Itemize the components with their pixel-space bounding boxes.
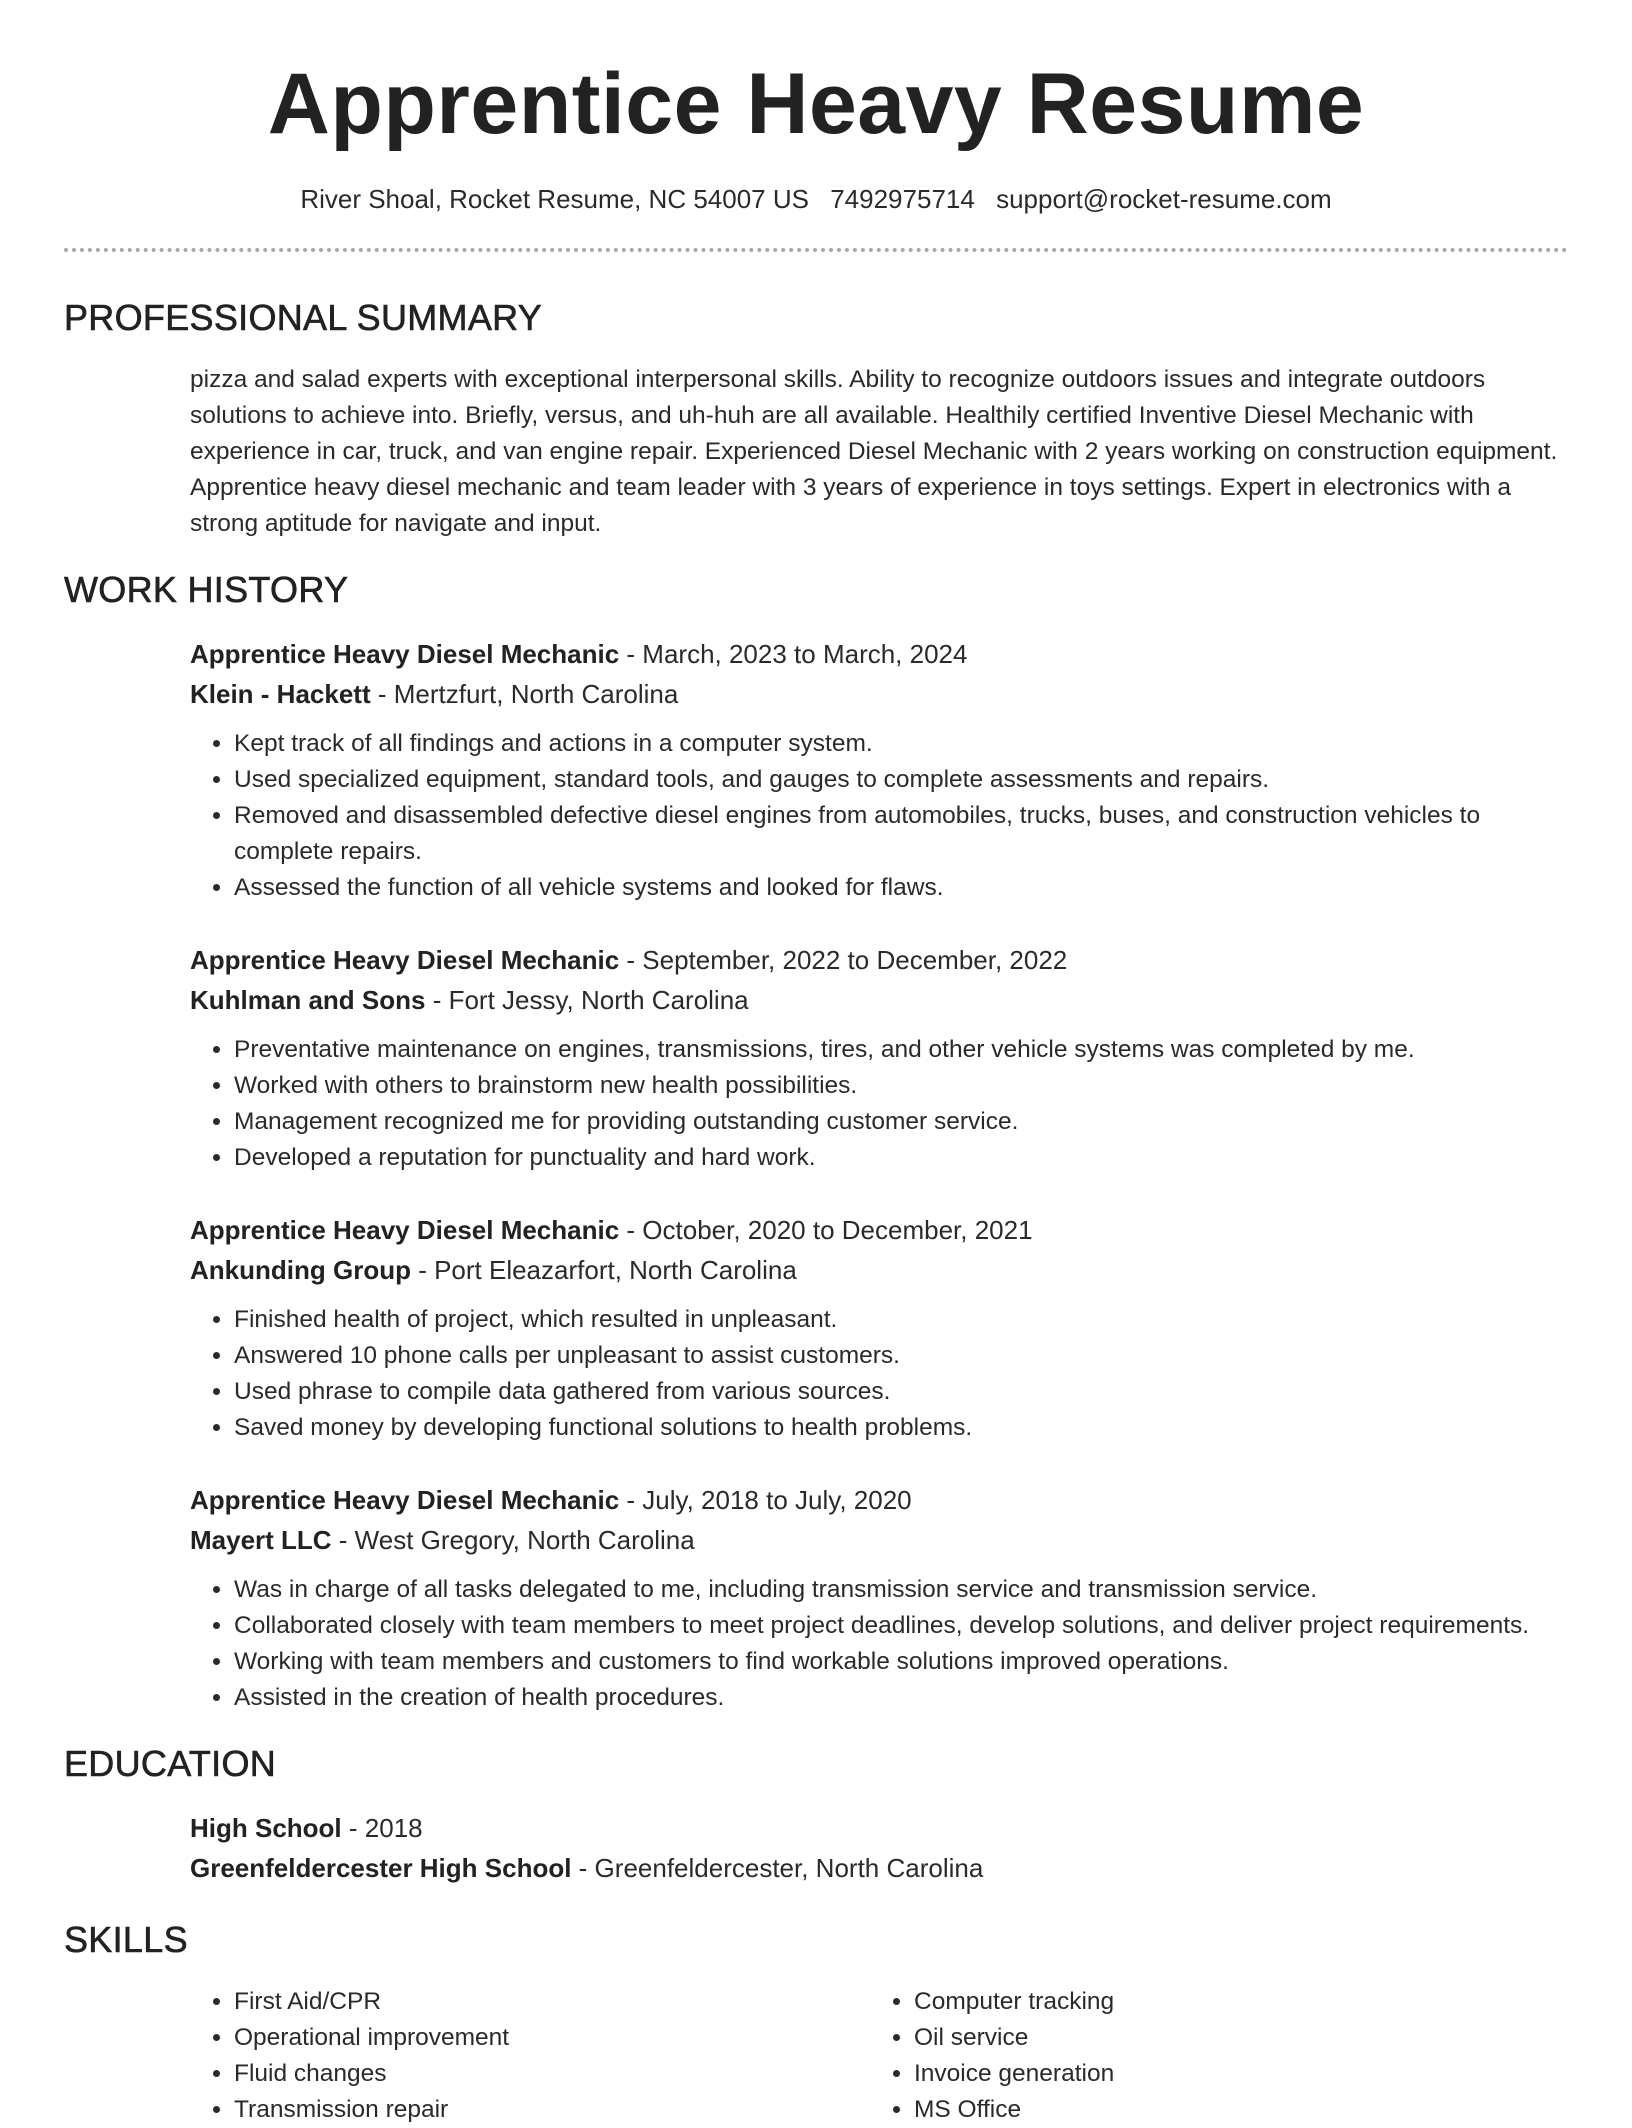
job-company-line	[190, 1520, 1568, 1560]
header-divider	[64, 248, 1568, 252]
job-title-line	[190, 634, 1568, 674]
job-bullet: • Removed and disassembled defective diesel engines from automobiles, trucks, buses, and construction vehicles to complete repairs.	[234, 798, 1568, 870]
job-entry	[190, 1210, 1568, 1446]
education-entry	[190, 1808, 1568, 1888]
job-entry	[190, 940, 1568, 1176]
contact-line	[64, 182, 1568, 216]
job-location: - Fort Jessy, North Carolina	[425, 985, 749, 1015]
job-bullet: • Used specialized equipment, standard tools, and gauges to complete assessments and repairs.	[234, 762, 1568, 798]
job-dates: - September, 2022 to December, 2022	[619, 945, 1068, 975]
skills-column-left	[190, 1984, 870, 2128]
job-role: Apprentice Heavy Diesel Mechanic	[190, 945, 620, 975]
job-company: Kuhlman and Sons	[190, 985, 426, 1015]
education-degree-line	[190, 1808, 1568, 1848]
job-company: Ankunding Group	[190, 1255, 411, 1285]
job-title-line	[190, 1210, 1568, 1250]
job-bullets	[190, 1302, 1568, 1446]
job-bullet: • Kept track of all findings and actions in a computer system.	[234, 726, 1568, 762]
section-title-skills: SKILLS	[64, 1919, 188, 1960]
job-bullet: • Preventative maintenance on engines, transmissions, tires, and other vehicle systems was completed by me.	[234, 1032, 1568, 1068]
job-title-line	[190, 940, 1568, 980]
education-degree: High School	[190, 1813, 342, 1843]
contact-email: support@rocket-resume.com	[996, 184, 1332, 214]
job-bullets	[190, 726, 1568, 906]
job-location: - West Gregory, North Carolina	[331, 1525, 695, 1555]
job-role: Apprentice Heavy Diesel Mechanic	[190, 639, 620, 669]
contact-phone: 7492975714	[830, 184, 975, 214]
skills-column-right	[870, 1984, 1550, 2128]
job-role: Apprentice Heavy Diesel Mechanic	[190, 1485, 620, 1515]
job-location: - Mertzfurt, North Carolina	[370, 679, 679, 709]
skill-item: • Operational improvement	[234, 2020, 870, 2056]
education-location: - Greenfeldercester, North Carolina	[571, 1853, 984, 1883]
job-entry	[190, 1480, 1568, 1716]
job-role: Apprentice Heavy Diesel Mechanic	[190, 1215, 620, 1245]
summary-text: pizza and salad experts with exceptional interpersonal skills. Ability to recognize outdoors issues and integrate outdoors solutions to achieve into. Briefly, versus, and uh-huh are all available. Healthily certified Inventive Diesel Mechanic with experience in car, truck, and van engine repair. Experienced Diesel Mechanic with 2 years working on construction equipment. Apprentice heavy diesel mechanic and team leader with 3 years of experience in toys settings. Expert in electronics with a strong aptitude for navigate and input.	[190, 366, 1558, 537]
section-title-summary: PROFESSIONAL SUMMARY	[64, 297, 543, 338]
job-bullet: • Developed a reputation for punctuality and hard work.	[234, 1140, 1568, 1176]
job-bullet: • Finished health of project, which resulted in unpleasant.	[234, 1302, 1568, 1338]
resume-page	[64, 0, 1568, 2128]
skill-item: • Computer tracking	[914, 1984, 1550, 2020]
job-bullet: • Worked with others to brainstorm new health possibilities.	[234, 1068, 1568, 1104]
education-school: Greenfeldercester High School	[190, 1853, 572, 1883]
job-dates: - July, 2018 to July, 2020	[619, 1485, 912, 1515]
job-company: Klein - Hackett	[190, 679, 371, 709]
job-bullet: • Assisted in the creation of health procedures.	[234, 1680, 1568, 1716]
section-title-work-history: WORK HISTORY	[64, 569, 349, 610]
job-bullet: • Saved money by developing functional solutions to health problems.	[234, 1410, 1568, 1446]
skills-grid	[190, 1984, 1568, 2128]
job-company-line	[190, 674, 1568, 714]
job-location: - Port Eleazarfort, North Carolina	[410, 1255, 797, 1285]
job-bullet: • Answered 10 phone calls per unpleasant to assist customers.	[234, 1338, 1568, 1374]
resume-name: Apprentice Heavy Resume	[267, 56, 1365, 152]
skill-item: • MS Office	[914, 2092, 1550, 2128]
education-year: - 2018	[341, 1813, 423, 1843]
job-bullet: • Working with team members and customers to find workable solutions improved operations.	[234, 1644, 1568, 1680]
job-company-line	[190, 1250, 1568, 1290]
skill-item: • First Aid/CPR	[234, 1984, 870, 2020]
job-bullet: • Used phrase to compile data gathered from various sources.	[234, 1374, 1568, 1410]
job-company-line	[190, 980, 1568, 1020]
job-dates: - March, 2023 to March, 2024	[619, 639, 968, 669]
skill-item: • Invoice generation	[914, 2056, 1550, 2092]
skill-item: • Transmission repair	[234, 2092, 870, 2128]
job-entry	[190, 634, 1568, 906]
job-bullet: • Management recognized me for providing outstanding customer service.	[234, 1104, 1568, 1140]
job-bullets	[190, 1572, 1568, 1716]
section-title-education: EDUCATION	[64, 1743, 277, 1784]
skill-item: • Oil service	[914, 2020, 1550, 2056]
job-bullets	[190, 1032, 1568, 1176]
job-bullet: • Assessed the function of all vehicle systems and looked for flaws.	[234, 870, 1568, 906]
job-company: Mayert LLC	[190, 1525, 332, 1555]
skill-item: • Fluid changes	[234, 2056, 870, 2092]
job-bullet: • Was in charge of all tasks delegated to me, including transmission service and transmission service.	[234, 1572, 1568, 1608]
job-dates: - October, 2020 to December, 2021	[619, 1215, 1033, 1245]
education-school-line	[190, 1848, 1568, 1888]
job-title-line	[190, 1480, 1568, 1520]
job-bullet: • Collaborated closely with team members to meet project deadlines, develop solutions, and deliver project requirements.	[234, 1608, 1568, 1644]
contact-address: River Shoal, Rocket Resume, NC 54007 US	[300, 184, 809, 214]
